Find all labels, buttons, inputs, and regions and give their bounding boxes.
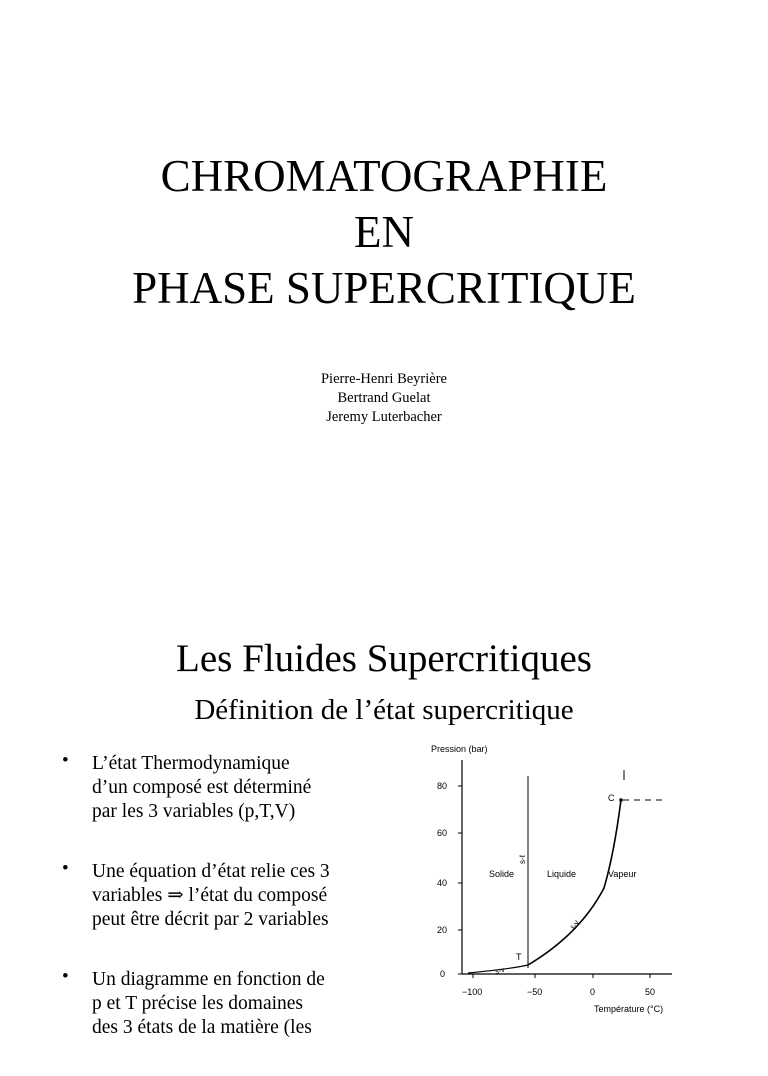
- region-solid-label: Solide: [489, 869, 515, 879]
- y-axis-label: Pression (bar): [431, 744, 488, 754]
- title-line-2: EN: [354, 207, 414, 257]
- bullet-line: variables ⇒ l’état du composé: [92, 885, 328, 906]
- bullet-line: peut être décrit par 2 variables: [92, 909, 329, 930]
- authors-list: [0, 370, 768, 427]
- y-tick-label: 40: [437, 878, 448, 888]
- solid-liquid-label: s-ℓ: [518, 854, 527, 864]
- x-tick-label: 0: [590, 987, 596, 997]
- bullet-item: [62, 752, 392, 824]
- bullet-line: d’un composé est déterminé: [92, 777, 312, 798]
- x-tick-label: −100: [462, 987, 483, 997]
- slide2-title: Les Fluides Supercritiques: [176, 637, 592, 680]
- critical-point-label: C: [608, 793, 615, 803]
- region-liquid-label: Liquide: [547, 869, 577, 879]
- author-name: Bertrand Guelat: [337, 390, 431, 406]
- slide2-subtitle: Définition de l’état supercritique: [194, 694, 574, 726]
- x-tick-label: 50: [645, 987, 656, 997]
- critical-point: [619, 798, 623, 802]
- title-line-1: CHROMATOGRAPHIE: [160, 151, 608, 201]
- bullet-line: Une équation d’état relie ces 3: [92, 861, 330, 882]
- slide1-title: [0, 148, 768, 316]
- liquid-vapor-curve: [528, 800, 621, 965]
- bullet-list: [62, 752, 392, 1076]
- y-tick-label: 80: [437, 781, 448, 791]
- bullet-icon: •: [62, 966, 69, 987]
- y-tick-label: 60: [437, 828, 448, 838]
- author-name: Pierre-Henri Beyrière: [320, 371, 447, 387]
- y-tick-label: 0: [440, 969, 446, 979]
- liquid-vapor-label: ℓ-v: [568, 918, 582, 931]
- solid-vapor-label: s-v: [494, 966, 506, 976]
- phase-diagram: [410, 738, 710, 1028]
- bullet-item: [62, 968, 392, 1040]
- bullet-line: des 3 états de la matière (les: [92, 1017, 312, 1038]
- x-tick-label: −50: [527, 987, 543, 997]
- bullet-icon: •: [62, 750, 69, 771]
- x-axis-label: Température (°C): [594, 1004, 664, 1014]
- bullet-line: L’état Thermodynamique: [92, 753, 290, 774]
- bullet-item: [62, 860, 392, 932]
- bullet-line: p et T précise les domaines: [92, 993, 304, 1014]
- author-name: Jeremy Luterbacher: [326, 409, 442, 425]
- bullet-line: Un diagramme en fonction de: [92, 969, 325, 990]
- bullet-icon: •: [62, 858, 69, 879]
- region-vapor-label: Vapeur: [608, 869, 637, 879]
- y-tick-label: 20: [437, 925, 448, 935]
- triple-point-label: T: [516, 952, 522, 962]
- title-line-3: PHASE SUPERCRITIQUE: [132, 263, 636, 313]
- bullet-line: par les 3 variables (p,T,V): [92, 801, 296, 822]
